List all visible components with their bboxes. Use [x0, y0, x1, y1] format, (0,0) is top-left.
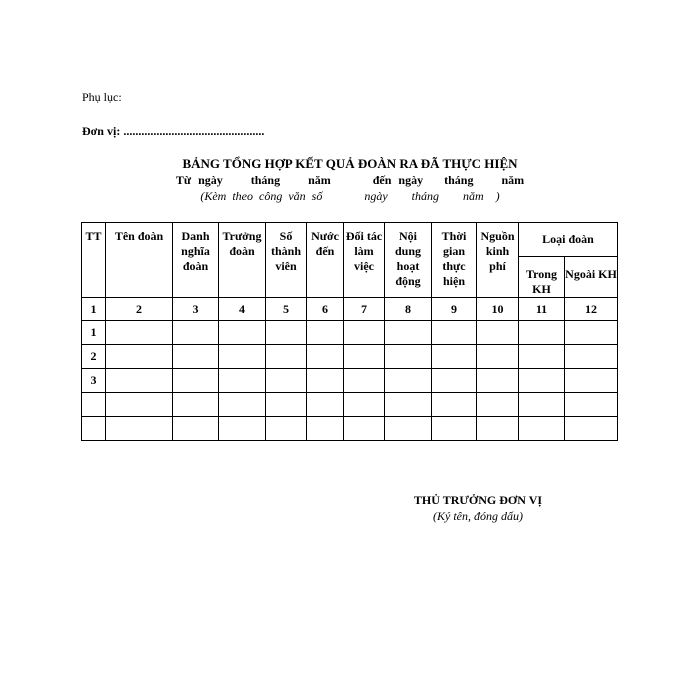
table-cell	[565, 393, 618, 417]
column-number-cell: 8	[385, 298, 432, 321]
signature-note: (Ký tên, đóng dấu)	[433, 509, 523, 523]
table-cell	[519, 393, 565, 417]
document-title-block	[0, 155, 700, 204]
column-number-cell: 3	[173, 298, 219, 321]
appendix-label: Phụ lục:	[82, 90, 122, 104]
table-cell	[106, 321, 173, 345]
table-cell	[385, 345, 432, 369]
table-cell	[106, 417, 173, 441]
col-header-doi-tac: Đối tác làm việc	[344, 223, 385, 298]
table-cell	[173, 369, 219, 393]
row-number-cell: 2	[82, 345, 106, 369]
table-cell	[565, 321, 618, 345]
column-number-cell: 4	[219, 298, 266, 321]
table-cell	[219, 369, 266, 393]
table-cell	[519, 345, 565, 369]
unit-label: Đơn vị: ...............................................	[82, 124, 265, 138]
table-cell	[307, 393, 344, 417]
table-cell	[266, 417, 307, 441]
summary-table	[81, 222, 618, 441]
col-header-nguon-kinh-phi: Nguồn kinh phí	[477, 223, 519, 298]
table-cell	[307, 417, 344, 441]
row-number-cell	[82, 417, 106, 441]
table-cell	[565, 369, 618, 393]
table-cell	[266, 321, 307, 345]
table-cell	[344, 393, 385, 417]
column-number-cell: 10	[477, 298, 519, 321]
table-cell	[219, 345, 266, 369]
table-cell	[173, 393, 219, 417]
table-header-row	[82, 223, 618, 257]
table-cell	[432, 345, 477, 369]
row-number-cell	[82, 393, 106, 417]
table-cell	[344, 321, 385, 345]
table-cell	[266, 369, 307, 393]
column-number-cell: 1	[82, 298, 106, 321]
table-cell	[344, 417, 385, 441]
col-header-nuoc-den: Nước đến	[307, 223, 344, 298]
table-cell	[477, 345, 519, 369]
table-cell	[385, 369, 432, 393]
table-cell	[477, 369, 519, 393]
table-cell	[565, 417, 618, 441]
row-number-cell: 1	[82, 321, 106, 345]
column-number-cell: 12	[565, 298, 618, 321]
row-number-cell: 3	[82, 369, 106, 393]
table-cell	[477, 321, 519, 345]
table-cell	[432, 369, 477, 393]
document-title: BẢNG TỔNG HỢP KẾT QUẢ ĐOÀN RA ĐÃ THỰC HIỆN	[182, 156, 518, 171]
reference-line: (Kèm theo công văn số ngày tháng năm )	[200, 189, 500, 203]
column-number-row	[82, 298, 618, 321]
table-cell	[519, 417, 565, 441]
col-header-noi-dung: Nội dung hoạt động	[385, 223, 432, 298]
table-cell	[477, 417, 519, 441]
column-number-cell: 11	[519, 298, 565, 321]
col-header-loai-doan: Loại đoàn	[519, 223, 618, 257]
table-cell	[307, 369, 344, 393]
table-cell	[432, 321, 477, 345]
table-cell	[219, 393, 266, 417]
table-cell	[307, 345, 344, 369]
table-cell	[106, 369, 173, 393]
col-header-ngoai-kh: Ngoài KH	[565, 257, 618, 298]
table-cell	[385, 417, 432, 441]
table-row	[82, 393, 618, 417]
col-header-truong-doan: Trưởng đoàn	[219, 223, 266, 298]
column-number-cell: 6	[307, 298, 344, 321]
table-cell	[432, 393, 477, 417]
table-cell	[385, 321, 432, 345]
col-header-so-thanh-vien: Số thành viên	[266, 223, 307, 298]
table-cell	[519, 321, 565, 345]
col-header-trong-kh: Trong KH	[519, 257, 565, 298]
column-number-cell: 2	[106, 298, 173, 321]
table-row	[82, 345, 618, 369]
column-number-cell: 9	[432, 298, 477, 321]
table-cell	[344, 345, 385, 369]
col-header-ten-doan: Tên đoàn	[106, 223, 173, 298]
signature-block	[378, 492, 578, 524]
table-cell	[106, 345, 173, 369]
date-range-line: Từ ngày tháng năm đến ngày tháng năm	[175, 173, 525, 187]
table-cell	[519, 369, 565, 393]
table-row	[82, 321, 618, 345]
table-cell	[219, 321, 266, 345]
table-cell	[173, 417, 219, 441]
table-cell	[307, 321, 344, 345]
col-header-thoi-gian: Thời gian thực hiện	[432, 223, 477, 298]
table-cell	[432, 417, 477, 441]
column-number-cell: 7	[344, 298, 385, 321]
table-cell	[385, 393, 432, 417]
table-cell	[173, 321, 219, 345]
signature-title: THỦ TRƯỞNG ĐƠN VỊ	[413, 493, 543, 507]
table-cell	[565, 345, 618, 369]
table-cell	[344, 369, 385, 393]
table-row	[82, 417, 618, 441]
table-cell	[266, 393, 307, 417]
col-header-danh-nghia: Danh nghĩa đoàn	[173, 223, 219, 298]
table-cell	[106, 393, 173, 417]
table-row	[82, 369, 618, 393]
col-header-tt: TT	[82, 223, 106, 298]
table-cell	[173, 345, 219, 369]
column-number-cell: 5	[266, 298, 307, 321]
table-cell	[477, 393, 519, 417]
table-cell	[266, 345, 307, 369]
table-cell	[219, 417, 266, 441]
